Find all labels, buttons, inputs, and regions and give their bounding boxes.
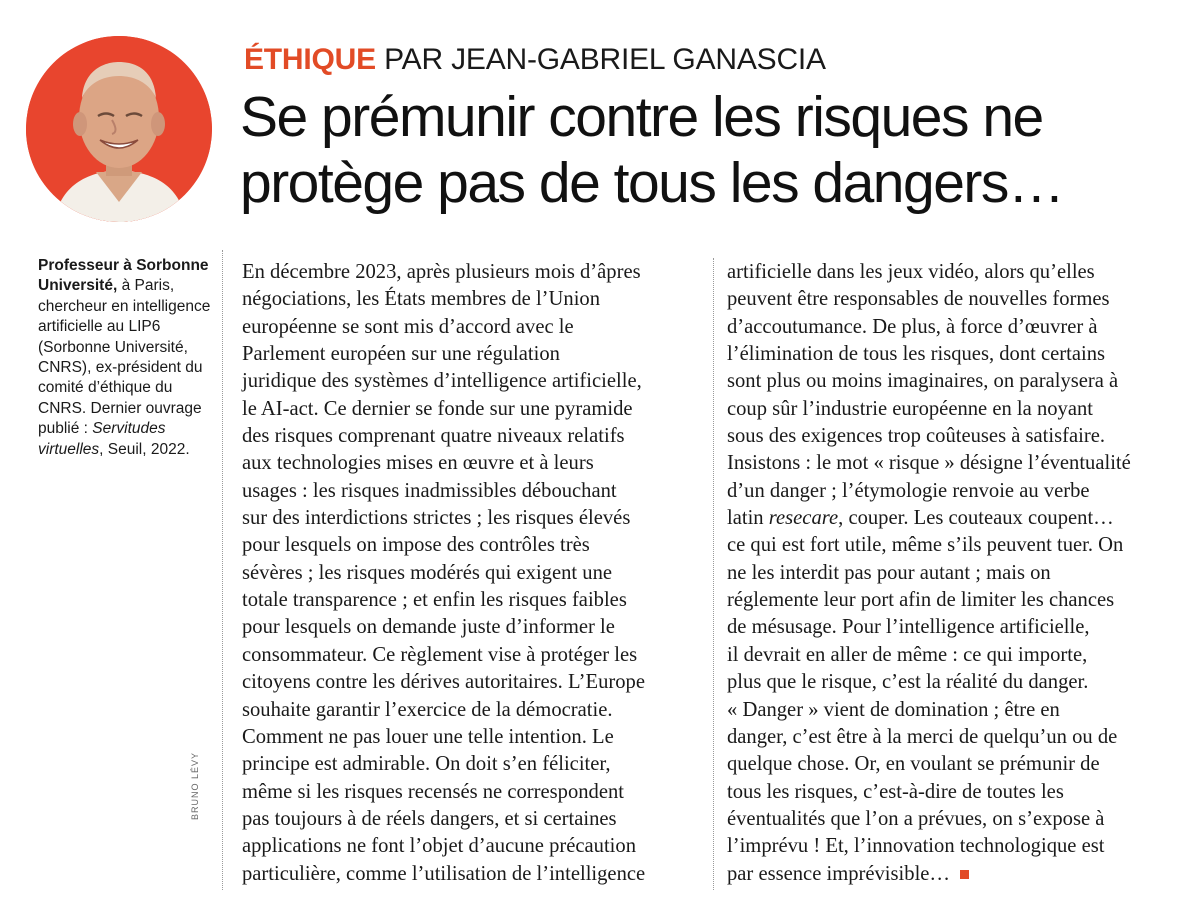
headline-line-1: Se prémunir contre les risques ne (240, 85, 1043, 149)
text-line: artificielle dans les jeux vidéo, alors qu’elles (727, 261, 1095, 283)
text-line: réglemente leur port afin de limiter les chances (727, 589, 1115, 612)
text-line: l’élimination de tous les risques, dont certains (727, 343, 1106, 366)
end-of-article-square-icon (960, 870, 969, 879)
text-line: il devrait en aller de même : ce qui importe, (727, 643, 1088, 666)
text-line: pour lesquels on impose des contrôles très (242, 534, 590, 557)
text-line: plus que le risque, c’est la réalité du danger. (727, 671, 1089, 694)
article-kicker (244, 42, 826, 78)
text-line: d’accoutumance. De plus, à force d’œuvrer à (727, 315, 1098, 338)
author-bio (38, 256, 218, 460)
text-fragment: par essence imprévisible… (727, 862, 951, 885)
column-divider-middle (713, 258, 714, 890)
article-column-1 (242, 259, 697, 888)
text-line: usages : les risques inadmissibles débouchant (242, 479, 617, 502)
author-portrait (26, 36, 212, 222)
text-line: consommateur. Ce règlement vise à protéger les (242, 643, 638, 666)
bio-publisher: , Seuil, 2022. (99, 440, 190, 458)
text-line: totale transparence ; et enfin les risques faibles (242, 589, 627, 612)
bio-book-title: Servitudes virtuelles (38, 420, 166, 458)
article-headline (240, 84, 1190, 216)
text-line: Comment ne pas louer une telle intention. Le (242, 725, 614, 748)
text-line: de mésusage. Pour l’intelligence artificielle, (727, 616, 1090, 639)
text-line: négociations, les États membres de l’Union (242, 288, 601, 311)
text-line: éventualités que l’on a prévues, on s’expose à (727, 807, 1105, 830)
text-line: juridique des systèmes d’intelligence artificielle, (242, 370, 642, 393)
byline: PAR JEAN-GABRIEL GANASCIA (384, 43, 826, 76)
text-line: ce qui est fort utile, même s’ils peuvent tuer. On (727, 534, 1124, 557)
article-column-2 (727, 259, 1167, 888)
text-fragment: latin (727, 507, 769, 530)
column-divider-left (222, 250, 223, 890)
section-category: ÉTHIQUE (244, 43, 376, 76)
text-line: peuvent être responsables de nouvelles formes (727, 288, 1110, 311)
text-line: souhaite garantir l’exercice de la démocratie. (242, 698, 613, 721)
text-line: quelque chose. Or, en voulant se prémunir de (727, 753, 1100, 776)
text-line: même si les risques recensés ne correspondent (242, 780, 624, 803)
text-line: pour lesquels on demande juste d’informer le (242, 616, 615, 639)
text-line: applications ne font l’objet d’aucune précaution (242, 835, 636, 858)
text-line: sont plus ou moins imaginaires, on paralysera à (727, 370, 1119, 393)
text-line: Insistons : le mot « risque » désigne l’éventualité (727, 452, 1131, 475)
text-line: sévères ; les risques modérés qui exigent une (242, 561, 613, 584)
text-line: ne les interdit pas pour autant ; mais on (727, 561, 1051, 584)
text-line: danger, c’est être à la merci de quelqu’un ou de (727, 725, 1118, 748)
text-line: tous les risques, c’est-à-dire de toutes les (727, 780, 1064, 803)
text-line: sur des interdictions strictes ; les risques élevés (242, 507, 631, 530)
text-line: coup sûr l’industrie européenne en la noyant (727, 397, 1093, 420)
text-line-with-italic (727, 505, 1167, 532)
text-line: « Danger » vient de domination ; être en (727, 698, 1060, 721)
text-line: l’imprévu ! Et, l’innovation technologique est (727, 835, 1105, 858)
text-line: pas toujours à de réels dangers, et si certaines (242, 807, 617, 830)
text-line: particulière, comme l’utilisation de l’intelligence (242, 862, 646, 885)
text-line: des risques comprenant quatre niveaux relatifs (242, 425, 625, 448)
text-line-last (727, 861, 1167, 888)
text-line: Parlement européen sur une régulation (242, 343, 560, 366)
text-line: européenne se sont mis d’accord avec le (242, 315, 574, 338)
text-line: En décembre 2023, après plusieurs mois d’âpres (242, 261, 641, 283)
author-photo-illustration (26, 36, 212, 222)
text-fragment: , couper. Les couteaux coupent… (838, 507, 1114, 530)
text-line: sous des exigences trop coûteuses à satisfaire. (727, 425, 1106, 448)
bio-text: à Paris, chercheur en intelligence artificielle au LIP6 (Sorbonne Université, CNRS), ex-président du comité d’éthique du CNRS. Dernier ouvrage publié : (38, 277, 211, 438)
headline-line-2: protège pas de tous les dangers… (240, 151, 1064, 215)
bio-title: Professeur à Sorbonne Université, (38, 257, 209, 295)
text-line: le AI-act. Ce dernier se fonde sur une pyramide (242, 397, 633, 420)
text-line: principe est admirable. On doit s’en féliciter, (242, 753, 611, 776)
text-line: d’un danger ; l’étymologie renvoie au verbe (727, 479, 1090, 502)
photo-credit: BRUNO LÉVY (190, 751, 200, 820)
text-line: aux technologies mises en œuvre et à leurs (242, 452, 594, 475)
italic-word: resecare (768, 507, 839, 530)
text-line: citoyens contre les dérives autoritaires. L’Europe (242, 671, 645, 694)
